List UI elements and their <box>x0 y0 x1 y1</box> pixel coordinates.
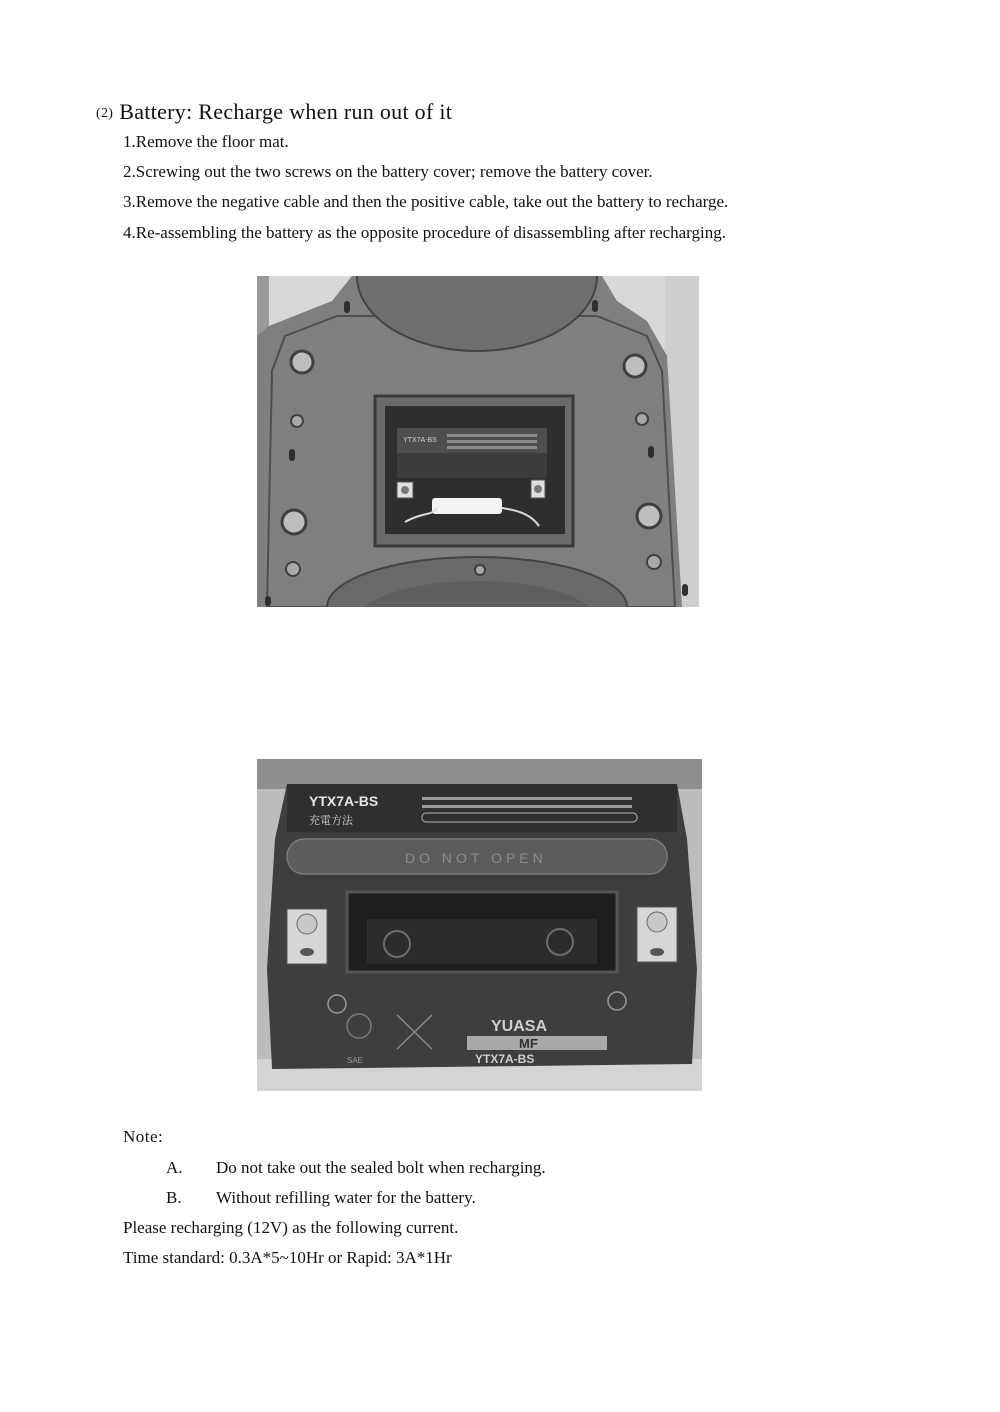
section-title: Battery: Recharge when run out of it <box>119 99 453 124</box>
step-1: 1.Remove the floor mat. <box>123 132 289 151</box>
battery-sae: SAE <box>347 1056 364 1065</box>
battery-closeup-photo <box>257 759 702 1091</box>
battery-model: YTX7A-BS <box>475 1052 535 1066</box>
note-item-b-text: Without refilling water for the battery. <box>216 1188 476 1207</box>
time-standard: Time standard: 0.3A*5~10Hr or Rapid: 3A*1Hr <box>123 1248 452 1267</box>
svg-text:YTX7A-BS: YTX7A-BS <box>403 437 437 444</box>
note-label: Note: <box>123 1127 164 1146</box>
note-item-b-letter: B. <box>166 1188 182 1207</box>
note-item-a-text: Do not take out the sealed bolt when recharging. <box>216 1158 546 1177</box>
battery-mf-badge: MF <box>519 1036 538 1051</box>
step-2: 2.Screwing out the two screws on the battery cover; remove the battery cover. <box>123 162 653 181</box>
battery-compartment-image <box>257 276 699 607</box>
battery-top-label-cjk: 充電方法 <box>309 814 353 827</box>
battery-brand: YUASA <box>491 1018 548 1035</box>
section-heading <box>96 99 452 125</box>
battery-top-label: YTX7A-BS <box>309 793 379 809</box>
do-not-open-text: DO NOT OPEN <box>405 850 547 866</box>
step-4: 4.Re-assembling the battery as the opposite procedure of disassembling after recharging. <box>123 223 727 242</box>
step-3: 3.Remove the negative cable and then the positive cable, take out the battery to recharge. <box>123 192 729 211</box>
recharge-instruction: Please recharging (12V) as the following current. <box>123 1218 459 1237</box>
battery-closeup-image <box>257 759 702 1091</box>
note-item-a-letter: A. <box>166 1158 183 1177</box>
section-number: (2) <box>96 106 114 121</box>
battery-compartment-photo <box>257 276 699 607</box>
